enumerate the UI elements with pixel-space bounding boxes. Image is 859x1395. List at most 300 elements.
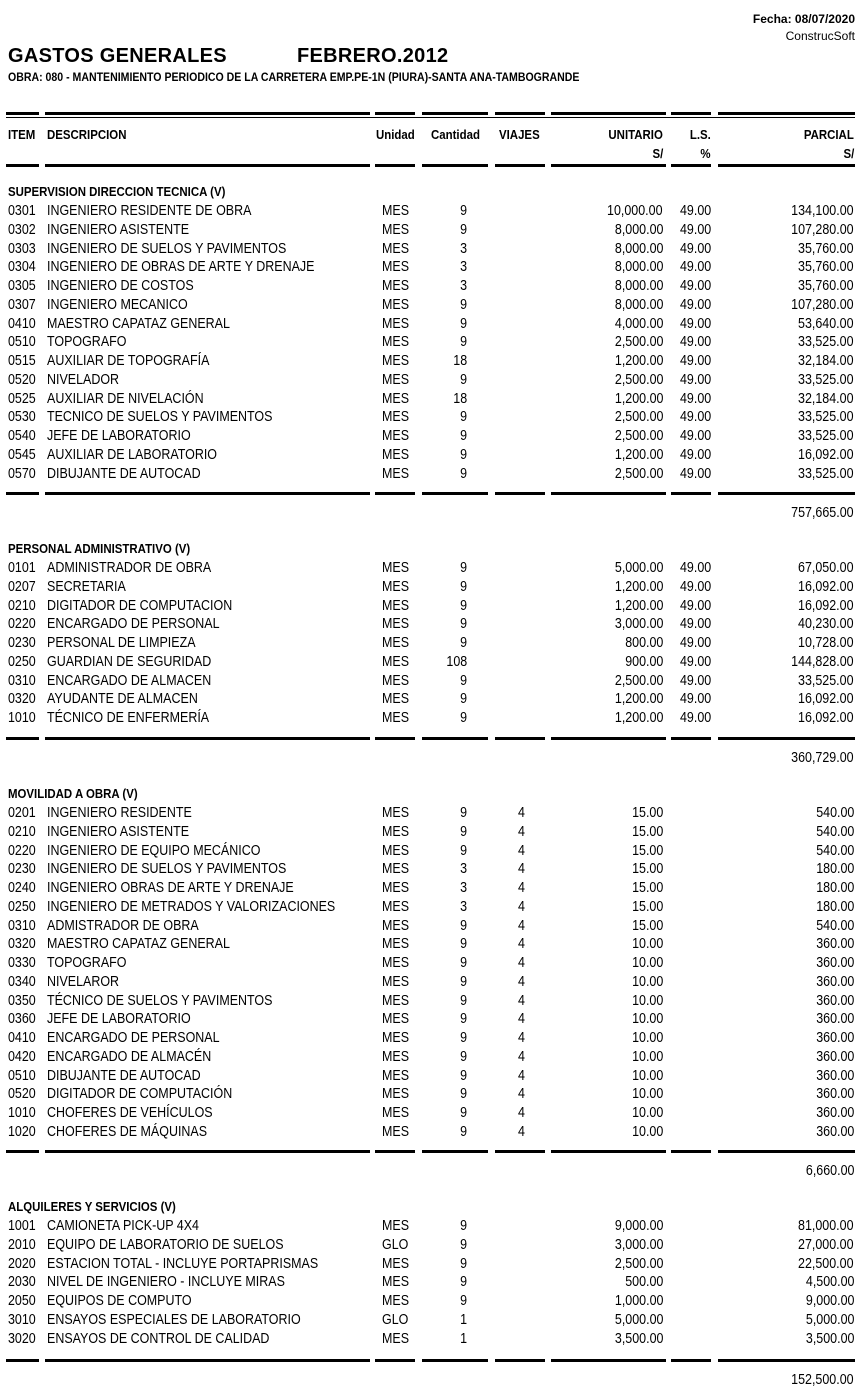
item-quantity: 9 [460, 1218, 467, 1234]
item-unit-price: 8,000.00 [614, 296, 663, 313]
item-quantity: 9 [460, 1123, 467, 1140]
item-ls-percent: 49.00 [680, 635, 712, 651]
item-unit: MES [382, 1030, 410, 1046]
col-parcial-unit: S/ [843, 146, 854, 161]
item-quantity: 9 [460, 203, 467, 219]
item-code: 0304 [8, 259, 36, 276]
item-code: 0101 [8, 560, 36, 576]
item-unit: MES [382, 917, 410, 934]
item-description: INGENIERO OBRAS DE ARTE Y DRENAJE [47, 880, 294, 896]
rule-segment [495, 492, 545, 495]
item-partial: 32,184.00 [798, 390, 854, 407]
item-quantity: 9 [460, 842, 467, 859]
software-name: ConstrucSoft [785, 29, 855, 43]
item-description: CAMIONETA PICK-UP 4X4 [47, 1218, 199, 1234]
item-unit-price: 3,500.00 [614, 1330, 663, 1347]
item-quantity: 9 [460, 805, 467, 821]
item-trips: 4 [518, 973, 525, 990]
item-unit-price: 3,000.00 [614, 616, 663, 633]
table-row [0, 1104, 859, 1123]
item-ls-percent: 49.00 [680, 653, 712, 670]
item-partial: 16,092.00 [798, 691, 854, 708]
item-unit-price: 10.00 [631, 955, 663, 971]
col-ls-unit: % [700, 146, 711, 161]
item-trips: 4 [518, 1067, 525, 1084]
item-unit-price: 900.00 [624, 653, 663, 670]
item-ls-percent: 49.00 [680, 390, 712, 407]
item-partial: 3,500.00 [805, 1330, 854, 1347]
item-unit: MES [382, 1105, 410, 1121]
project-description: OBRA: 080 - MANTENIMIENTO PERIODICO DE LA CARRETERA EMP.PE-1N (PIURA)-SANTA ANA-TAMBOGRANDE [8, 70, 580, 84]
item-partial: 16,092.00 [798, 446, 854, 463]
table-row [0, 221, 859, 240]
item-quantity: 9 [460, 1048, 467, 1065]
item-unit-price: 10,000.00 [607, 203, 663, 219]
item-partial: 81,000.00 [798, 1218, 854, 1234]
item-code: 0307 [8, 296, 36, 313]
item-trips: 4 [518, 861, 525, 878]
rule-segment [45, 1359, 370, 1362]
item-description: DIBUJANTE DE AUTOCAD [47, 1067, 201, 1084]
table-row [0, 992, 859, 1011]
table-row [0, 1048, 859, 1067]
item-ls-percent: 49.00 [680, 428, 712, 444]
item-unit-price: 1,200.00 [614, 446, 663, 463]
item-unit: MES [382, 446, 410, 463]
table-row [0, 709, 859, 728]
item-code: 0410 [8, 315, 36, 332]
item-unit-price: 1,200.00 [614, 710, 663, 726]
item-code: 0530 [8, 409, 36, 426]
item-partial: 180.00 [815, 898, 854, 915]
item-unit-price: 10.00 [631, 1105, 663, 1121]
item-unit-price: 2,500.00 [614, 409, 663, 426]
item-code: 0207 [8, 578, 36, 595]
item-partial: 33,525.00 [798, 465, 854, 482]
section-subtotal: 360,729.00 [791, 750, 854, 766]
item-partial: 33,525.00 [798, 428, 854, 444]
rule-segment [45, 737, 370, 740]
item-partial: 33,525.00 [798, 409, 854, 426]
rule-segment [718, 1359, 855, 1362]
item-description: INGENIERO DE SUELOS Y PAVIMENTOS [47, 861, 287, 878]
item-unit: MES [382, 259, 410, 276]
item-code: 2020 [8, 1255, 36, 1272]
rule-segment [6, 737, 39, 740]
item-quantity: 3 [460, 259, 467, 276]
item-unit: MES [382, 560, 410, 576]
item-partial: 360.00 [815, 936, 854, 953]
item-unit-price: 15.00 [631, 805, 663, 821]
item-code: 2030 [8, 1274, 36, 1291]
item-ls-percent: 49.00 [680, 465, 712, 482]
col-unitario-unit: S/ [652, 146, 663, 161]
item-unit: MES [382, 1218, 410, 1234]
table-row [0, 1311, 859, 1330]
report-period: FEBRERO.2012 [297, 45, 449, 67]
item-description: DIGITADOR DE COMPUTACIÓN [47, 1086, 233, 1103]
item-description: NIVEL DE INGENIERO - INCLUYE MIRAS [47, 1274, 285, 1291]
item-quantity: 18 [453, 390, 467, 407]
item-unit-price: 15.00 [631, 898, 663, 915]
table-row [0, 1029, 859, 1048]
item-unit: MES [382, 221, 410, 238]
table-row [0, 615, 859, 634]
item-partial: 360.00 [815, 1067, 854, 1084]
table-row [0, 578, 859, 597]
item-quantity: 9 [460, 1274, 467, 1291]
table-row [0, 333, 859, 352]
item-quantity: 9 [460, 635, 467, 651]
item-trips: 4 [518, 898, 525, 915]
table-row [0, 352, 859, 371]
item-unit: MES [382, 672, 410, 689]
item-unit: MES [382, 1123, 410, 1140]
table-row [0, 1292, 859, 1311]
item-code: 0340 [8, 973, 36, 990]
item-code: 0310 [8, 917, 36, 934]
item-code: 0250 [8, 898, 36, 915]
item-description: GUARDIAN DE SEGURIDAD [47, 653, 212, 670]
table-row [0, 315, 859, 334]
item-partial: 33,525.00 [798, 334, 854, 351]
item-quantity: 1 [460, 1311, 467, 1328]
table-row [0, 202, 859, 221]
item-unit: MES [382, 805, 410, 821]
rule-segment [6, 1359, 39, 1362]
item-partial: 360.00 [815, 1048, 854, 1065]
rule-segment [671, 1359, 711, 1362]
item-code: 0230 [8, 861, 36, 878]
item-partial: 360.00 [815, 973, 854, 990]
item-quantity: 3 [460, 278, 467, 294]
item-code: 0303 [8, 240, 36, 257]
item-quantity: 108 [446, 653, 467, 670]
item-unit-price: 500.00 [624, 1274, 663, 1291]
item-ls-percent: 49.00 [680, 278, 712, 294]
item-trips: 4 [518, 955, 525, 971]
item-unit: MES [382, 898, 410, 915]
item-trips: 4 [518, 805, 525, 821]
item-code: 2050 [8, 1293, 36, 1309]
table-row [0, 690, 859, 709]
item-quantity: 3 [460, 240, 467, 257]
item-quantity: 9 [460, 560, 467, 576]
item-unit: GLO [382, 1236, 409, 1253]
table-row [0, 860, 859, 879]
item-description: INGENIERO DE OBRAS DE ARTE Y DRENAJE [47, 259, 315, 276]
item-code: 0250 [8, 653, 36, 670]
item-unit: MES [382, 1274, 410, 1291]
item-unit-price: 10.00 [631, 1011, 663, 1028]
rule-segment [495, 1359, 545, 1362]
item-code: 0201 [8, 805, 36, 821]
item-partial: 360.00 [815, 1086, 854, 1103]
col-unitario: UNITARIO [608, 127, 663, 142]
item-unit: MES [382, 390, 410, 407]
item-unit-price: 8,000.00 [614, 221, 663, 238]
table-row [0, 935, 859, 954]
item-unit-price: 800.00 [624, 635, 663, 651]
item-partial: 33,525.00 [798, 672, 854, 689]
item-code: 0301 [8, 203, 36, 219]
item-unit-price: 15.00 [631, 917, 663, 934]
item-ls-percent: 49.00 [680, 296, 712, 313]
table-row [0, 634, 859, 653]
rule-segment [45, 492, 370, 495]
item-code: 0540 [8, 428, 36, 444]
item-unit: MES [382, 240, 410, 257]
item-quantity: 9 [460, 578, 467, 595]
item-unit: MES [382, 616, 410, 633]
item-unit-price: 10.00 [631, 1048, 663, 1065]
rule-segment [718, 737, 855, 740]
item-description: INGENIERO DE SUELOS Y PAVIMENTOS [47, 240, 287, 257]
item-partial: 9,000.00 [805, 1293, 854, 1309]
table-row [0, 823, 859, 842]
table-row [0, 1010, 859, 1029]
item-unit: MES [382, 955, 410, 971]
item-unit-price: 15.00 [631, 861, 663, 878]
item-description: ENSAYOS DE CONTROL DE CALIDAD [47, 1330, 270, 1347]
item-description: PERSONAL DE LIMPIEZA [47, 635, 196, 651]
table-row [0, 258, 859, 277]
rule-segment [671, 492, 711, 495]
item-unit-price: 10.00 [631, 1086, 663, 1103]
item-description: TOPOGRAFO [47, 955, 127, 971]
item-description: ADMINISTRADOR DE OBRA [47, 560, 212, 576]
item-quantity: 9 [460, 672, 467, 689]
item-code: 0210 [8, 823, 36, 840]
item-code: 0520 [8, 1086, 36, 1103]
table-row [0, 898, 859, 917]
item-description: DIBUJANTE DE AUTOCAD [47, 465, 201, 482]
item-unit-price: 1,200.00 [614, 597, 663, 614]
item-partial: 4,500.00 [805, 1274, 854, 1291]
item-quantity: 9 [460, 428, 467, 444]
item-quantity: 9 [460, 1255, 467, 1272]
col-descripcion: DESCRIPCION [47, 127, 127, 142]
item-description: AUXILIAR DE LABORATORIO [47, 446, 218, 463]
item-unit: MES [382, 1330, 410, 1347]
item-code: 3010 [8, 1311, 36, 1328]
item-unit-price: 10.00 [631, 1030, 663, 1046]
item-unit: MES [382, 428, 410, 444]
item-code: 0230 [8, 635, 36, 651]
item-partial: 360.00 [815, 955, 854, 971]
item-unit-price: 1,200.00 [614, 691, 663, 708]
item-trips: 4 [518, 917, 525, 934]
item-quantity: 9 [460, 691, 467, 708]
item-unit: MES [382, 635, 410, 651]
item-ls-percent: 49.00 [680, 203, 712, 219]
item-code: 0525 [8, 390, 36, 407]
rule-segment [718, 1150, 855, 1153]
item-description: AYUDANTE DE ALMACEN [47, 691, 198, 708]
table-row [0, 917, 859, 936]
item-code: 1010 [8, 1105, 36, 1121]
rule-segment [375, 1359, 415, 1362]
item-ls-percent: 49.00 [680, 334, 712, 351]
table-row [0, 296, 859, 315]
item-code: 0210 [8, 597, 36, 614]
table-row [0, 1085, 859, 1104]
item-quantity: 9 [460, 823, 467, 840]
item-description: DIGITADOR DE COMPUTACION [47, 597, 233, 614]
item-unit-price: 2,500.00 [614, 371, 663, 388]
item-code: 0302 [8, 221, 36, 238]
item-description: INGENIERO DE METRADOS Y VALORIZACIONES [47, 898, 336, 915]
rule-segment [551, 737, 666, 740]
item-partial: 134,100.00 [791, 203, 854, 219]
item-quantity: 9 [460, 1236, 467, 1253]
item-description: JEFE DE LABORATORIO [47, 1011, 191, 1028]
table-row [0, 371, 859, 390]
item-unit-price: 10.00 [631, 1123, 663, 1140]
item-code: 0520 [8, 371, 36, 388]
item-trips: 4 [518, 1086, 525, 1103]
item-quantity: 9 [460, 371, 467, 388]
item-partial: 16,092.00 [798, 710, 854, 726]
item-code: 0310 [8, 672, 36, 689]
rule-segment [375, 737, 415, 740]
rule-segment [551, 1359, 666, 1362]
rule-segment [495, 737, 545, 740]
section-title: MOVILIDAD A OBRA (V) [8, 786, 138, 801]
item-trips: 4 [518, 1011, 525, 1028]
item-partial: 10,728.00 [798, 635, 854, 651]
item-unit-price: 15.00 [631, 823, 663, 840]
table-row [0, 672, 859, 691]
item-unit: MES [382, 880, 410, 896]
item-code: 1001 [8, 1218, 36, 1234]
item-description: ENCARGADO DE PERSONAL [47, 1030, 220, 1046]
col-parcial: PARCIAL [804, 127, 854, 142]
item-description: ENCARGADO DE ALMACÉN [47, 1048, 212, 1065]
item-unit-price: 1,000.00 [614, 1293, 663, 1309]
item-partial: 5,000.00 [805, 1311, 854, 1328]
item-ls-percent: 49.00 [680, 672, 712, 689]
item-unit-price: 8,000.00 [614, 278, 663, 294]
rule-segment [551, 492, 666, 495]
item-partial: 107,280.00 [791, 296, 854, 313]
item-unit: MES [382, 465, 410, 482]
item-partial: 360.00 [815, 992, 854, 1009]
item-trips: 4 [518, 1030, 525, 1046]
table-row [0, 1217, 859, 1236]
item-description: NIVELADOR [47, 371, 120, 388]
item-partial: 35,760.00 [798, 259, 854, 276]
item-unit: MES [382, 823, 410, 840]
item-description: ADMISTRADOR DE OBRA [47, 917, 199, 934]
item-description: INGENIERO RESIDENTE [47, 805, 192, 821]
item-code: 0510 [8, 334, 36, 351]
item-unit: MES [382, 1048, 410, 1065]
item-partial: 67,050.00 [798, 560, 854, 576]
item-unit-price: 2,500.00 [614, 334, 663, 351]
table-row [0, 1273, 859, 1292]
item-code: 0220 [8, 616, 36, 633]
item-ls-percent: 49.00 [680, 371, 712, 388]
item-partial: 16,092.00 [798, 597, 854, 614]
item-partial: 35,760.00 [798, 278, 854, 294]
item-unit: MES [382, 409, 410, 426]
item-code: 0240 [8, 880, 36, 896]
item-quantity: 9 [460, 710, 467, 726]
item-code: 0320 [8, 691, 36, 708]
section-title: SUPERVISION DIRECCION TECNICA (V) [8, 184, 226, 199]
table-row [0, 1067, 859, 1086]
item-description: NIVELAROR [47, 973, 120, 990]
item-code: 0570 [8, 465, 36, 482]
item-code: 1010 [8, 710, 36, 726]
item-trips: 4 [518, 992, 525, 1009]
rule-segment [551, 1150, 666, 1153]
item-description: JEFE DE LABORATORIO [47, 428, 191, 444]
item-partial: 540.00 [815, 823, 854, 840]
item-trips: 4 [518, 842, 525, 859]
item-unit: GLO [382, 1311, 409, 1328]
item-ls-percent: 49.00 [680, 221, 712, 238]
item-code: 0360 [8, 1011, 36, 1028]
item-code: 2010 [8, 1236, 36, 1253]
table-row [0, 879, 859, 898]
item-partial: 53,640.00 [798, 315, 854, 332]
item-ls-percent: 49.00 [680, 691, 712, 708]
item-unit-price: 2,500.00 [614, 1255, 663, 1272]
item-quantity: 9 [460, 446, 467, 463]
item-description: INGENIERO RESIDENTE DE OBRA [47, 203, 252, 219]
item-unit: MES [382, 1293, 410, 1309]
item-quantity: 9 [460, 465, 467, 482]
item-quantity: 9 [460, 955, 467, 971]
item-code: 0220 [8, 842, 36, 859]
item-trips: 4 [518, 1105, 525, 1121]
item-code: 0320 [8, 936, 36, 953]
item-quantity: 3 [460, 898, 467, 915]
item-description: EQUIPOS DE COMPUTO [47, 1293, 192, 1309]
item-code: 0350 [8, 992, 36, 1009]
col-cantidad: Cantidad [431, 127, 480, 142]
section-title: PERSONAL ADMINISTRATIVO (V) [8, 541, 191, 556]
item-unit-price: 2,500.00 [614, 428, 663, 444]
item-ls-percent: 49.00 [680, 710, 712, 726]
item-description: CHOFERES DE MÁQUINAS [47, 1123, 208, 1140]
item-partial: 180.00 [815, 880, 854, 896]
item-partial: 540.00 [815, 842, 854, 859]
item-unit: MES [382, 371, 410, 388]
item-description: MAESTRO CAPATAZ GENERAL [47, 936, 230, 953]
item-unit: MES [382, 334, 410, 351]
item-quantity: 9 [460, 1105, 467, 1121]
item-unit: MES [382, 710, 410, 726]
item-unit: MES [382, 861, 410, 878]
item-code: 0330 [8, 955, 36, 971]
table-row [0, 653, 859, 672]
rule-segment [422, 1150, 488, 1153]
item-partial: 35,760.00 [798, 240, 854, 257]
item-unit-price: 8,000.00 [614, 240, 663, 257]
item-quantity: 18 [453, 353, 467, 369]
col-item: ITEM [8, 127, 36, 142]
item-quantity: 9 [460, 1030, 467, 1046]
item-code: 0305 [8, 278, 36, 294]
item-description: AUXILIAR DE TOPOGRAFÍA [47, 353, 210, 369]
item-description: TOPOGRAFO [47, 334, 127, 351]
item-partial: 16,092.00 [798, 578, 854, 595]
item-unit: MES [382, 936, 410, 953]
item-partial: 360.00 [815, 1123, 854, 1140]
